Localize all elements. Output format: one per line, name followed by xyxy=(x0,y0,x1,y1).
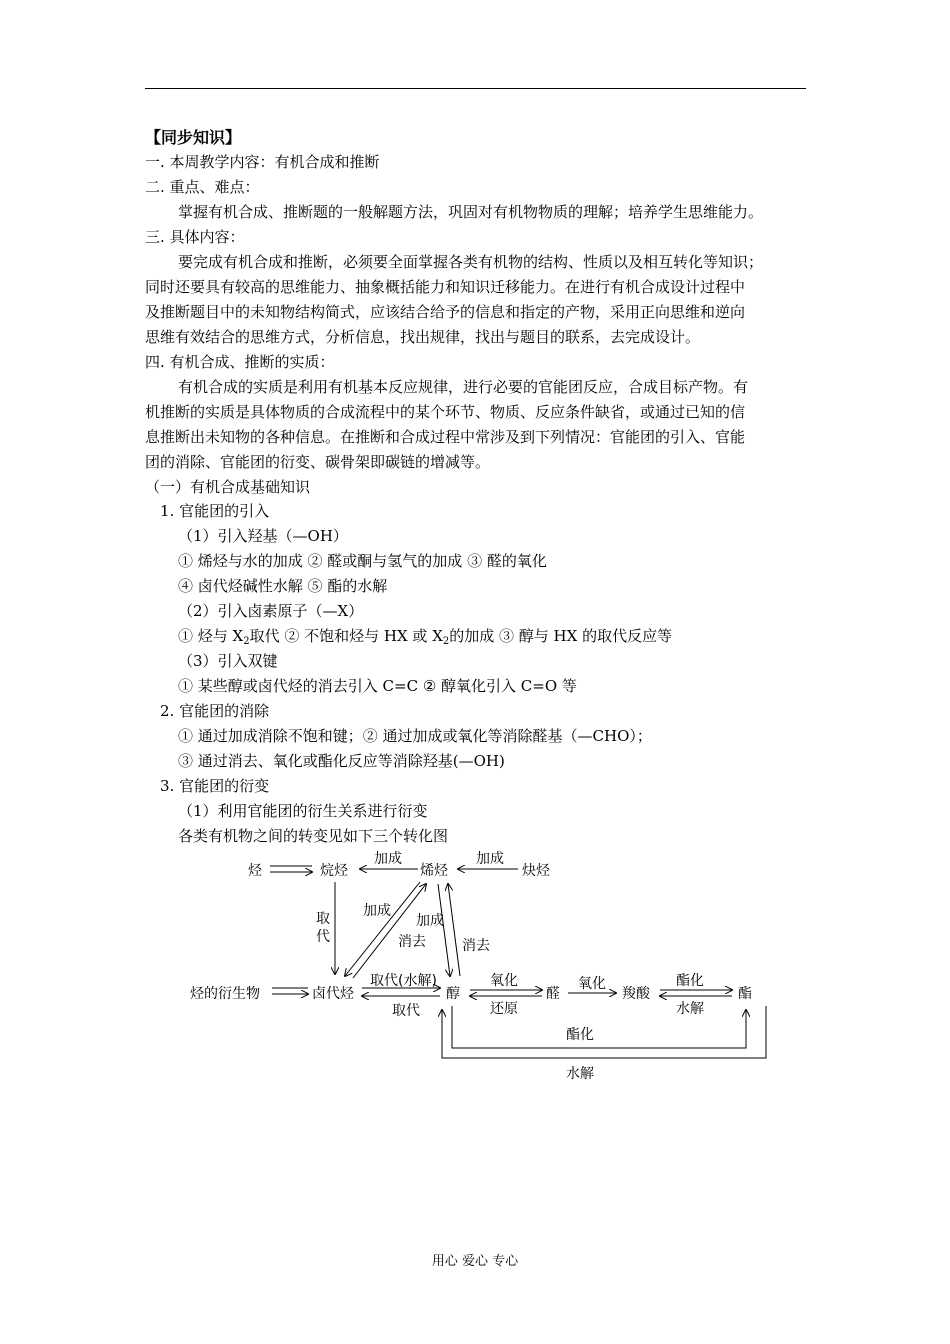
section-heading: 【同步知识】 xyxy=(145,128,242,147)
subscript: 2 xyxy=(442,636,450,647)
item-1-sub-c-line: ① 某些醇或卤代烃的消去引入 C=C ② 醇氧化引入 C=O 等 xyxy=(178,677,577,695)
label-yanghua: 氧化 xyxy=(578,976,606,992)
text-segment: ① 烃与 X xyxy=(178,627,244,645)
section-2-title: 二. 重点、难点： xyxy=(145,178,260,196)
label-zhihua: 酯化 xyxy=(676,973,704,989)
arrow-ludaiting-to-xiting xyxy=(353,884,426,978)
section-4-paragraph-line: 有机合成的实质是利用有机基本反应规律，进行必要的官能团反应，合成目标产物。有 xyxy=(178,378,749,396)
item-1-sub-a-line-1: ① 烯烃与水的加成 ② 醛或酮与氢气的加成 ③ 醛的氧化 xyxy=(178,552,547,570)
item-2-line-2: ③ 通过消去、氧化或酯化反应等消除羟基(—OH) xyxy=(178,752,505,770)
section-4-paragraph-line: 团的消除、官能团的衍变、碳骨架即碳链的增减等。 xyxy=(145,453,491,471)
node-xiting: 烯烃 xyxy=(420,863,448,879)
page-footer: 用心 爱心 专心 xyxy=(431,1254,519,1269)
node-suosuan: 羧酸 xyxy=(622,986,650,1002)
section-4-title: 四. 有机合成、推断的实质： xyxy=(145,353,335,371)
item-1-sub-a-line-2: ④ 卤代烃碱性水解 ⑤ 酯的水解 xyxy=(178,577,388,595)
section-3-paragraph-line: 同时还要具有较高的思维能力、抽象概括能力和知识迁移能力。在进行有机合成设计过程中 xyxy=(145,278,746,296)
section-3-paragraph-line: 要完成有机合成和推断，必须要全面掌握各类有机物的结构、性质以及相互转化等知识； xyxy=(178,253,764,271)
label-qudai-char: 代 xyxy=(316,929,330,945)
item-3-title: 3. 官能团的衍变 xyxy=(160,777,270,795)
subsection-title: （一）有机合成基础知识 xyxy=(145,478,311,496)
label-jiacheng: 加成 xyxy=(476,851,504,867)
label-xiaoqu: 消去 xyxy=(398,934,426,950)
section-1-title: 一. 本周教学内容：有机合成和推断 xyxy=(145,153,380,171)
node-ludaiting: 卤代烃 xyxy=(312,986,354,1002)
arrow-chun-to-xiting xyxy=(448,884,460,976)
item-1-sub-a: （1）引入羟基（—OH） xyxy=(178,527,348,545)
label-qudai: 取代 xyxy=(392,1003,420,1019)
label-zhihua: 酯化 xyxy=(566,1027,594,1043)
item-2-line-1: ① 通过加成消除不饱和键；② 通过加成或氧化等消除醛基（—CHO）； xyxy=(178,727,652,745)
arrow-xiting-to-chun xyxy=(438,884,450,976)
section-3-paragraph-line: 思维有效结合的思维方式，分析信息，找出规律，找出与题目的联系，去完成设计。 xyxy=(145,328,701,346)
label-xiaoqu: 消去 xyxy=(462,938,490,954)
item-1-sub-b: （2）引入卤素原子（—X） xyxy=(178,602,364,620)
section-4-paragraph-line: 息推断出未知物的各种信息。在推断和合成过程中常涉及到下列情况：官能团的引入、官能 xyxy=(145,428,746,446)
label-shuijie: 水解 xyxy=(566,1066,594,1082)
item-2-title: 2. 官能团的消除 xyxy=(160,702,270,720)
text-segment: 的加成 ③ 醇与 HX 的取代反应等 xyxy=(449,627,673,645)
text-segment: 取代 ② 不饱和烃与 HX 或 X xyxy=(249,627,443,645)
arrow-xiting-to-ludaiting xyxy=(345,882,420,976)
section-3-title: 三. 具体内容： xyxy=(145,228,245,246)
label-qudai-shuijie: 取代(水解) xyxy=(370,973,437,989)
item-1-sub-c: （3）引入双键 xyxy=(178,652,278,670)
item-3-sub-a: （1）利用官能团的衍生关系进行衍变 xyxy=(178,802,428,820)
node-queting: 炔烃 xyxy=(522,863,550,879)
node-wanting: 烷烃 xyxy=(320,863,348,879)
label-qudai-char: 取 xyxy=(316,911,330,927)
label-yanghua: 氧化 xyxy=(490,973,518,989)
label-qudai xyxy=(316,911,330,945)
node-ting: 烃 xyxy=(248,863,262,879)
label-jiacheng: 加成 xyxy=(363,903,391,919)
section-3-paragraph-line: 及推断题目中的未知物结构简式，应该结合给予的信息和指定的产物，采用正向思维和逆向 xyxy=(145,303,746,321)
node-chun: 醇 xyxy=(446,986,460,1002)
subscript: 2 xyxy=(243,636,250,647)
label-huanyuan: 还原 xyxy=(490,1001,518,1017)
item-3-sub-b: 各类有机物之间的转变见如下三个转化图 xyxy=(178,827,449,845)
section-2-paragraph: 掌握有机合成、推断题的一般解题方法，巩固对有机物物质的理解；培养学生思维能力。 xyxy=(178,203,764,221)
node-derivative: 烃的衍生物 xyxy=(190,986,260,1002)
node-zhi: 酯 xyxy=(738,986,752,1002)
node-quan: 醛 xyxy=(546,986,560,1002)
label-shuijie: 水解 xyxy=(676,1001,704,1017)
label-jiacheng: 加成 xyxy=(374,851,402,867)
item-1-title: 1. 官能团的引入 xyxy=(160,502,270,520)
section-4-paragraph-line: 机推断的实质是具体物质的合成流程中的某个环节、物质、反应条件缺省，或通过已知的信 xyxy=(145,403,746,421)
label-jiacheng: 加成 xyxy=(416,913,444,929)
